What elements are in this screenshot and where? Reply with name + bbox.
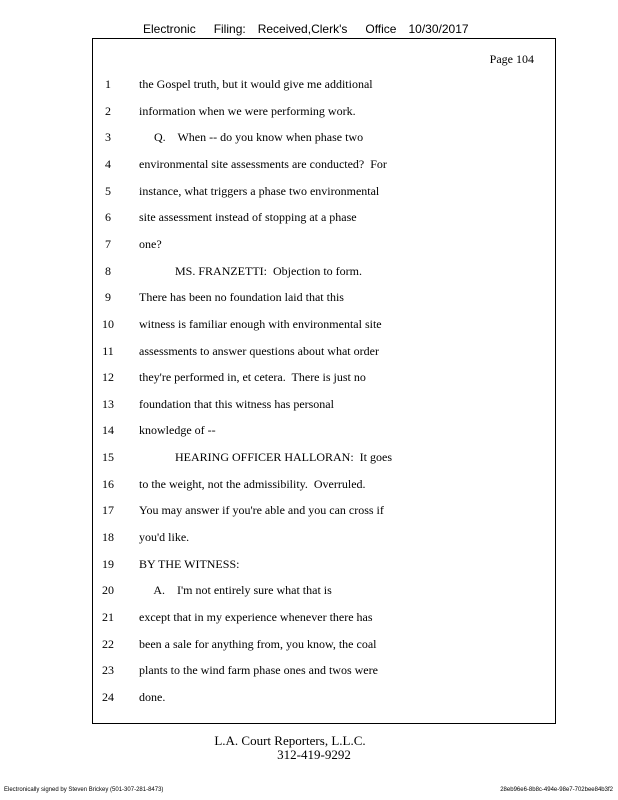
line-number: 15 — [102, 450, 114, 465]
document-hash: 28eb96e6-8b8c-494e-98e7-702bee84b3f2 — [500, 787, 613, 793]
reporter-phone: 312-419-9292 — [277, 747, 351, 762]
line-text: except that in my experience whenever there has — [139, 610, 373, 624]
line-number: 3 — [105, 130, 111, 145]
line-text: foundation that this witness has personal — [139, 396, 334, 411]
line-text: the Gospel truth, but it would give me additional — [139, 77, 373, 91]
transcript-line — [93, 263, 553, 279]
line-number: 21 — [102, 610, 114, 624]
transcript-page — [92, 38, 556, 724]
electronic-signature: Electronically signed by Steven Brickey (501-307-281-8473) — [4, 787, 164, 793]
transcript-line — [93, 289, 553, 305]
transcript-line — [93, 209, 553, 225]
line-number: 4 — [105, 156, 111, 171]
header-filing: Filing: — [213, 22, 246, 36]
header-electronic: Electronic — [143, 22, 196, 36]
filing-header — [143, 22, 469, 36]
line-text: they're performed in, et cetera. There is just no — [139, 370, 366, 385]
line-text: been a sale for anything from, you know, the coal — [139, 636, 377, 651]
line-text: A. I'm not entirely sure what that is — [139, 583, 332, 598]
line-text: There has been no foundation laid that this — [139, 290, 344, 305]
line-number: 16 — [102, 476, 114, 491]
line-number: 14 — [102, 423, 114, 438]
line-number: 22 — [102, 636, 114, 651]
line-text: Q. When -- do you know when phase two — [139, 130, 364, 145]
line-text: knowledge of -- — [139, 423, 216, 438]
line-text: MS. FRANZETTI: Objection to form. — [139, 263, 362, 278]
line-text: one? — [139, 236, 162, 251]
transcript-line — [93, 236, 553, 252]
line-text: assessments to answer questions about what order — [139, 343, 379, 358]
line-number: 11 — [102, 343, 114, 358]
transcript-line — [93, 609, 553, 625]
line-text: witness is familiar enough with environmental site — [139, 316, 382, 331]
transcript-line — [93, 396, 553, 412]
transcript-line — [93, 422, 553, 438]
transcript-line — [93, 476, 553, 492]
header-date: 10/30/2017 — [408, 22, 469, 36]
line-text: done. — [139, 689, 166, 704]
transcript-line — [93, 689, 553, 705]
line-number: 17 — [102, 503, 114, 518]
line-number: 2 — [105, 103, 111, 118]
line-number: 18 — [102, 530, 114, 545]
transcript-line — [93, 369, 553, 385]
line-number: 19 — [102, 556, 114, 571]
line-number: 1 — [105, 77, 111, 91]
line-number: 13 — [102, 396, 114, 411]
line-number: 12 — [102, 370, 114, 385]
line-number: 10 — [102, 316, 114, 331]
header-office: Office — [365, 22, 397, 36]
line-text: plants to the wind farm phase ones and twos were — [139, 663, 378, 678]
transcript-line — [93, 183, 553, 199]
transcript-line — [93, 316, 553, 332]
page-number: Page 104 — [489, 52, 534, 66]
transcript-line — [93, 502, 553, 518]
transcript-line — [93, 636, 553, 652]
reporter-company: L.A. Court Reporters, L.L.C. — [214, 733, 366, 748]
transcript-line — [93, 556, 553, 572]
line-number: 9 — [105, 290, 111, 305]
line-text: site assessment instead of stopping at a phase — [139, 210, 357, 225]
transcript-line — [93, 103, 553, 119]
line-number: 8 — [105, 263, 111, 278]
line-text: to the weight, not the admissibility. Overruled. — [139, 476, 366, 491]
transcript-line — [93, 529, 553, 545]
line-number: 5 — [105, 183, 111, 198]
header-received: Received,Clerk's — [257, 22, 348, 36]
line-number: 23 — [102, 663, 114, 678]
line-text: HEARING OFFICER HALLORAN: It goes — [139, 450, 392, 465]
line-text: instance, what triggers a phase two environmental — [139, 183, 380, 198]
line-text: information when we were performing work. — [139, 103, 356, 118]
line-number: 6 — [105, 210, 111, 225]
transcript-line — [93, 582, 553, 598]
line-text: you'd like. — [139, 530, 190, 545]
transcript-line — [93, 129, 553, 145]
line-number: 24 — [102, 689, 114, 704]
transcript-line — [93, 156, 553, 172]
transcript-line — [93, 449, 553, 465]
line-text: environmental site assessments are conducted? For — [139, 156, 387, 171]
line-text: You may answer if you're able and you can cross if — [139, 503, 384, 518]
transcript-line — [93, 76, 553, 92]
transcript-line — [93, 343, 553, 359]
line-number: 7 — [105, 236, 111, 251]
line-text: BY THE WITNESS: — [139, 556, 240, 571]
line-number: 20 — [102, 583, 114, 598]
transcript-line — [93, 662, 553, 678]
